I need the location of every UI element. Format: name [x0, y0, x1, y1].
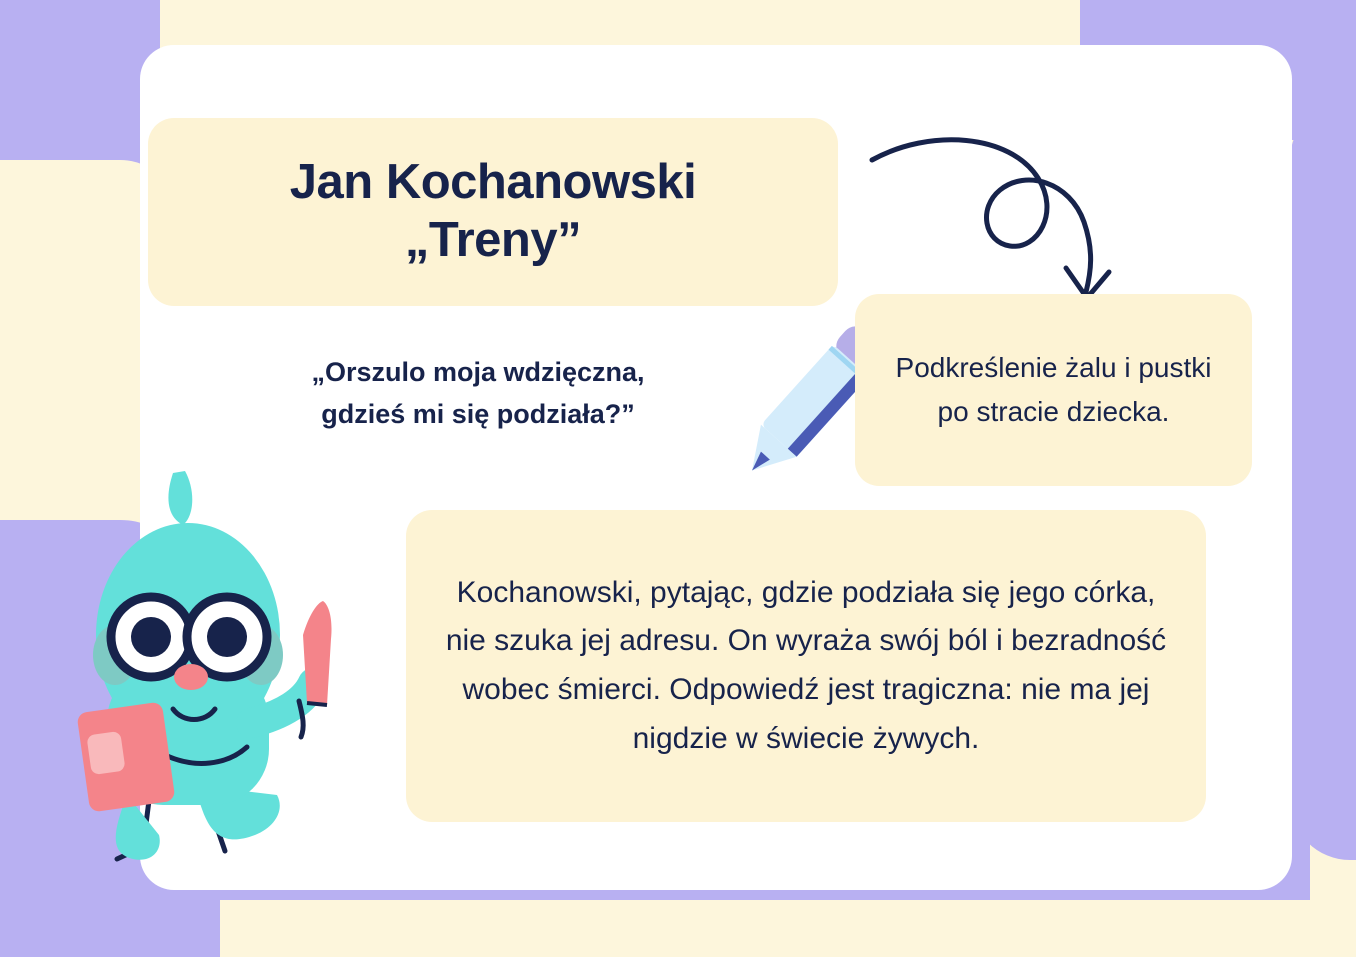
page-title-line-2: „Treny”	[404, 213, 582, 267]
background-shape-purple-right	[1290, 100, 1356, 860]
mascot-character-icon	[55, 455, 385, 885]
curly-arrow-icon	[860, 130, 1120, 320]
title-panel	[148, 118, 838, 306]
annotation-note-bottom	[406, 510, 1206, 822]
annotation-note-right	[855, 294, 1252, 486]
poem-quote	[198, 352, 758, 436]
annotation-note-right-text: Podkreślenie żalu i pustki po stracie dziecka.	[895, 351, 1212, 427]
annotation-note-bottom-text: Kochanowski, pytając, gdzie podziała się jego córka, nie szuka jej adresu. On wyraża swój ból i bezradność wobec śmierci. Odpowiedź jest tragiczna: nie ma jej nigdzie w świecie żywych.	[445, 575, 1167, 755]
poem-quote-line-2: gdzieś mi się podziała?”	[321, 398, 635, 429]
page-title-line-1: Jan Kochanowski	[289, 155, 697, 210]
background-shape-purple-bottom-left	[0, 880, 220, 957]
poem-quote-line-1: „Orszulo moja wdzięczna,	[311, 357, 645, 387]
background-shape-bottom	[170, 900, 1356, 957]
